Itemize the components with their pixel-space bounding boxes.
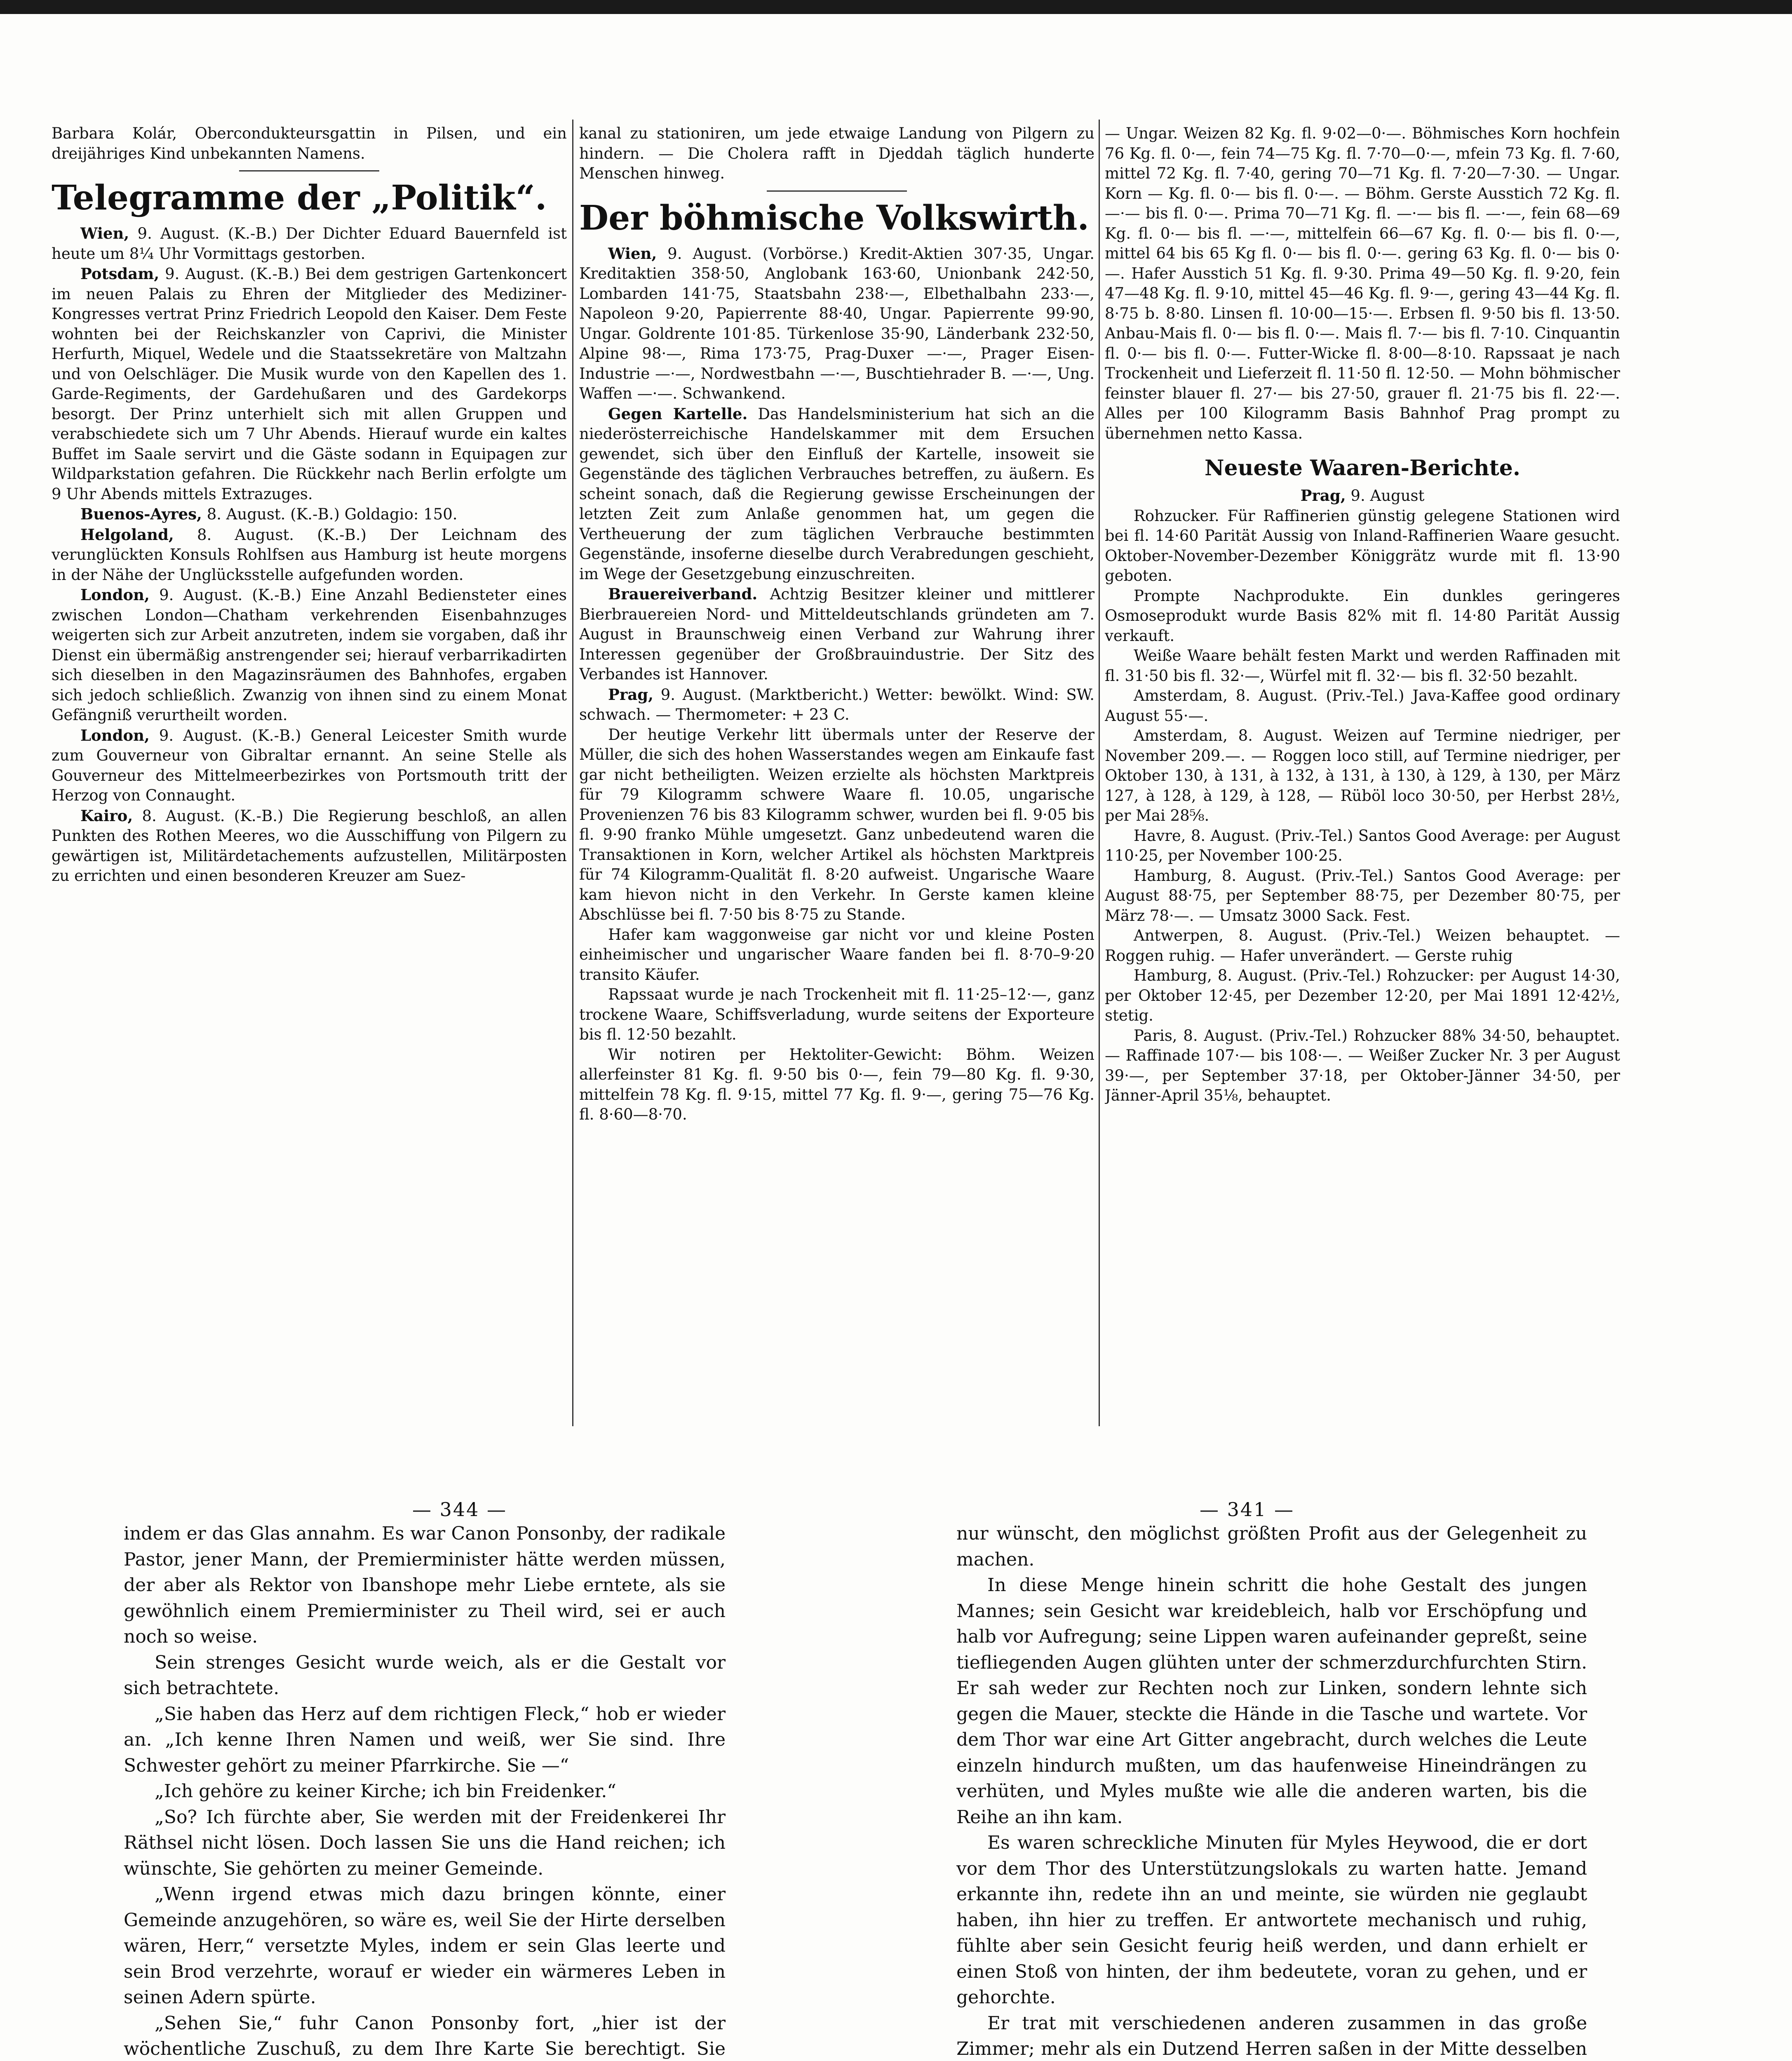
novel-paragraph: indem er das Glas annahm. Es war Canon Ponsonby, der radikale Pastor, jener Mann, der Premierminister hätte werden müssen, der aber als Rektor von Ibanshope mehr Liebe erntete, als sie gewöhnlich einem Premierminister zu Theil wird, sei er auch noch so weise. [124,1523,726,1647]
report-hamburg-zucker: Hamburg, 8. August. (Priv.-Tel.) Rohzucker: per August 14·30, per Oktober 12·45, per Dezember 12·20, per Mai 1891 12·42½, stetig. [1105,967,1620,1024]
novel-paragraph: Es waren schreckliche Minuten für Myles Heywood, die er dort vor dem Thor des Unterstützungslokals zu warten hatte. Jemand erkannte ihn, redete ihn an und meinte, sie würden nie geglaubt haben, ihn hier zu treffen. Er antwortete mechanisch und ruhig, fühlte aber sein Gesicht feurig heiß werden, und dann erhielt er einen Stoß von hinten, der ihm bedeutete, voran zu gehen, und er gehorchte. [956,1832,1587,2008]
article-kartelle [579,404,1094,584]
novel-paragraph: „So? Ich fürchte aber, Sie werden mit der Freidenkerei Ihr Räthsel nicht lösen. Doch lassen Sie uns die Hand reichen; ich wünschte, Sie gehörten zu meiner Gemeinde. [124,1806,726,1879]
article-wien [52,223,567,264]
article-hafer: Hafer kam waggonweise gar nicht vor und kleine Posten einheimischer und ungarischer Waare fanden bei fl. 8·70–9·20 transito Käufer. [579,925,1094,984]
headline-waarenberichte: Neueste Waaren-Berichte. [1205,455,1520,481]
dateline-city: Prag, [1300,486,1346,505]
report-havre: Havre, 8. August. (Priv.-Tel.) Santos Good Average: per August 110·25, per November 100·25. [1105,826,1620,864]
article-prag-markt [579,685,1094,725]
novel-paragraph: Er trat mit verschiedenen anderen zusammen in das große Zimmer; mehr als ein Dutzend Herren saßen in der Mitte desselben [956,2012,1587,2059]
headline-volkswirth: Der böhmische Volkswirth. [579,198,1089,238]
article-heading: Brauereiverband. [608,585,758,603]
column-rule [1099,120,1100,1426]
dateline-city: Kairo, [80,806,133,825]
dateline-city: Potsdam, [80,265,160,283]
dateline-city: Prag, [608,685,654,704]
dateline-prag [1105,486,1620,506]
report-paris: Paris, 8. August. (Priv.-Tel.) Rohzucker 88% 34·50, behauptet. — Raffinade 107·— bis 108·—. — Weißer Zucker Nr. 3 per August 39·—, per September 37·18, per Oktober-Jänner 34·50, per Jänner-April 35⅛, behauptet. [1105,1026,1620,1104]
dateline-city: London, [80,586,150,604]
article-london-2 [52,725,567,806]
article-buenos-ayres [52,504,567,525]
report-hamburg-santos: Hamburg, 8. August. (Priv.-Tel.) Santos Good Average: per August 88·75, per September 88·75, per Dezember 80·75, per März 78·—. — Umsatz 3000 Sack. Fest. [1105,866,1620,925]
article-text: Achtzig Besitzer kleiner und mittlerer Bierbrauereien Nord- und Mitteldeutschlands gründeten am 7. August in Braunschweig einen Verband zur Wahrung ihrer Interessen gegenüber der Großbrauindustrie. Der Sitz des Verbandes ist Hannover. [579,585,1094,683]
article-kairo [52,806,567,886]
novel-paragraph: „Ich gehöre zu keiner Kirche; ich bin Freidenker.“ [155,1781,616,1802]
novel-paragraph: „Sie haben das Herz auf dem richtigen Fleck,“ hob er wieder an. „Ich kenne Ihren Namen und weiß, wer Sie sind. Ihre Schwester gehört zu meiner Pfarrkirche. Sie —“ [124,1703,726,1776]
novel-paragraph: nur wünscht, den möglichst größten Profit aus der Gelegenheit zu machen. [956,1523,1587,1570]
article-brauereiverband [579,584,1094,685]
column-waarenberichte [1105,124,1620,1434]
article-verkehr: Der heutige Verkehr litt übermals unter der Reserve der Müller, die sich des hohen Wasserstandes wegen am Einkaufe fast gar nicht betheiligten. Weizen erzielte als höchsten Marktpreis für 79 Kilogramm schwere Waare fl. 10.05, ungarische Provenienzen 76 bis 83 Kilogramm schwer, wurden bei fl. 9·05 bis fl. 9·90 franko Mühle umgesetzt. Ganz unbedeutend waren die Transaktionen in Korn, welcher Artikel als höchsten Marktpreis für 74 Kilogramm-Qualität fl. 8·20 aufweist. Ungarische Waare kam hievon nicht in den Verkehr. In Gerste kamen kleine Abschlüsse bei fl. 7·50 bis 8·75 zu Stande. [579,725,1094,923]
article-notiren: Wir notiren per Hektoliter-Gewicht: Böhm. Weizen allerfeinster 81 Kg. fl. 9·50 bis 0·—, fein 79—80 Kg. fl. 9·30, mittelfein 78 Kg. fl. 9·15, mittel 77 Kg. fl. 9·—, gering 75—76 Kg. fl. 8·60—8·70. [579,1045,1094,1123]
article-helgoland [52,525,567,585]
article-text: 9. August. (K.-B.) Eine Anzahl Bediensteter eines zwischen London—Chatham verkehrenden Eisenbahnzuges weigerten sich zur Arbeit anzutreten, indem sie vorgaben, daß ihr Dienst ein übermäßig anstrengender sei; hierauf verbarrikadirten sich dieselben in den Magazinsräumen des Bahnhofes, ergaben sich jedoch schließlich. Zwanzig von ihnen sind zu einem Monat Gefängniß verurtheilt worden. [52,586,567,724]
article-text: 9. August. (K.-B.) Bei dem gestrigen Gartenkoncert im neuen Palais zu Ehren der Mitglieder des Mediziner-Kongresses vertrat Prinz Friedrich Leopold den Kaiser. Dem Feste wohnten bei der Reichskanzler von Caprivi, die Minister Herfurth, Miquel, Wedele und die Staatssekretäre von Maltzahn und von Oelschläger. Die Musik wurde von den Kapellen des 1. Garde-Regiments, der Gardehußaren und des Gardekorps besorgt. Der Prinz unterhielt sich mit allen Gruppen und verabschiedete sich um 7 Uhr Abends. Hierauf wurde ein kaltes Buffet im Saale servirt und die Gäste sodann in Equipagen zur Wildparkstation gefahren. Die Rückkehr nach Berlin erfolgte um 9 Uhr Abends mittels Extrazuges. [52,265,567,503]
dateline-city: Helgoland, [80,525,174,544]
article-text: 8. August. (K.-B.) Goldagio: 150. [207,505,458,523]
report-rohzucker: Rohzucker. Für Raffinerien günstig gelegene Stationen wird bei fl. 14·60 Parität Aussig von Inland-Raffinerien Waare gesucht. Oktober-November-Dezember Königgrätz wurde mit fl. 13·90 geboten. [1105,507,1620,584]
article-potsdam [52,264,567,504]
headline-telegramme: Telegramme der „Politik“. [52,178,547,218]
novel-paragraph: „Wenn irgend etwas mich dazu bringen könnte, einer Gemeinde anzugehören, so wäre es, weil Sie der Hirte derselben wären, Herr,“ versetzte Myles, indem er sein Glas leerte und sein Brod verzehrte, worauf er wieder ein wärmeres Leben in seinen Adern spürte. [124,1884,726,2008]
novel-paragraph: In diese Menge hinein schritt die hohe Gestalt des jungen Mannes; sein Gesicht war kreidebleich, halb vor Erschöpfung und halb vor Aufregung; seine Lippen waren aufeinander gepreßt, seine tiefliegenden Augen glühten unter der schmerzdurchfurchten Stirn. Er sah weder zur Rechten noch zur Linken, sondern lehnte sich gegen die Mauer, steckte die Hände in die Tasche und wartete. Vor dem Thor war eine Art Gitter angebracht, durch welches die Leute einzeln hindurch mußten, um das haufenweise Hineindrängen zu verhüten, und Myles mußte wie alle die anderen warten, bis die Reihe an ihn kam. [956,1575,1587,1828]
dateline-city: Wien, [608,244,657,263]
dateline-date: 9. August [1350,487,1425,505]
article-text: 8. August. (K.-B.) Die Regierung beschloß, an allen Punkten des Rothen Meeres, wo die Ausschiffung von Pilgern zu gewärtigen ist, Militärdetachements aufzustellen, Militärposten zu errichten und einen besonderen Kreuzer am Suez- [52,807,567,885]
scan-top-border [0,0,1792,14]
article-text: 8. August. (K.-B.) Der Leichnam des verunglückten Konsuls Rohlfsen aus Hamburg ist heute morgens in der Nähe der Unglücksstelle aufgefunden worden. [52,526,567,584]
article-rapssaat: Rapssaat wurde je nach Trockenheit mit fl. 11·25–12·—, ganz trockene Waare, Schiffsverladung, wurde seitens der Exporteure bis fl. 12·50 bezahlt. [579,986,1094,1043]
article-text: 9. August. (K.-B.) Der Dichter Eduard Bauernfeld ist heute um 8¼ Uhr Vormittags gestorben. [52,225,567,263]
article-text: 9. August. (Vorbörse.) Kredit-Aktien 307·35, Ungar. Kreditaktien 358·50, Anglobank 163·60, Unionbank 242·50, Lombarden 141·75, Staatsbahn 238·—, Elbethalbahn 233·—, Napoleon 9·20, Papierrente 88·40, Ungar. Papierrente 99·90, Ungar. Goldrente 101·85. Türkenlose 35·90, Länderbank 232·50, Alpine 98·—, Rima 173·75, Prag-Duxer —·—, Prager Eisen-Industrie —·—, Nordwestbahn —·—, Buschtiehrader B. —·—, Ung. Waffen —·—. Schwankend. [579,244,1094,402]
report-nachprodukte: Prompte Nachprodukte. Ein dunkles geringeres Osmoseprodukt wurde Basis 82% mit fl. 14·80 Parität Aussig verkauft. [1105,587,1620,645]
article-heading: Gegen Kartelle. [608,404,748,423]
cholera-continuation: kanal zu stationiren, um jede etwaige Landung von Pilgern zu hindern. — Die Cholera rafft in Djeddah täglich hunderte Menschen hinweg. [579,124,1094,182]
article-text: Das Handelsministerium hat sich an die niederösterreichische Handelskammer mit dem Ersuchen gewendet, sich über den Einfluß der Kartelle, insoweit sie Gegenstände des täglichen Verbrauches betreffen, zu äußern. Es scheint sonach, daß die Regierung gewisse Erscheinungen der letzten Zeit zum Anlaße genommen hat, um gegen die Vertheuerung der zum täglichen Verbrauche bestimmten Gegenstände, insoferne dieselbe durch Verabredungen geschieht, im Wege der Gesetzgebung einzuschreiten. [579,405,1094,583]
divider [767,190,907,192]
divider [239,170,379,171]
report-amsterdam-weizen: Amsterdam, 8. August. Weizen auf Termine niedriger, per November 209.—. — Roggen loco still, auf Termine niedriger, per Oktober 130, à 131, à 132, à 131, à 130, à 129, à 130, per März 127, à 128, à 129, à 128, — Rüböl loco 30·50, per Herbst 28½, per Mai 28⅝. [1105,727,1620,824]
report-weisse-waare: Weiße Waare behält festen Markt und werden Raffinaden mit fl. 31·50 bis fl. 32·—, Würfel mit fl. 32·— bis fl. 32·50 bezahlt. [1105,647,1620,685]
page-number-left: — 344 — [412,1498,507,1521]
column-volkswirth [579,124,1094,1434]
novel-paragraph: Sein strenges Gesicht wurde weich, als er die Gestalt vor sich betrachtete. [124,1652,726,1699]
report-amsterdam-kaffee: Amsterdam, 8. August. (Priv.-Tel.) Java-Kaffee good ordinary August 55·—. [1105,687,1620,725]
novel-paragraph: „Sehen Sie,“ fuhr Canon Ponsonby fort, „hier ist der wöchentliche Zuschuß, zu dem Ihre Karte Sie berechtigt. Sie [124,2012,726,2059]
novel-page-right [956,1521,1587,2061]
dateline-city: London, [80,726,150,744]
dateline-city: Buenos-Ayres, [80,505,202,523]
article-text: 9. August. (K.-B.) General Leicester Smith wurde zum Gouverneur von Gibraltar ernannt. An seine Stelle als Gouverneur des Mittelmeerbezirkes von Portsmouth tritt der Herzog von Connaught. [52,726,567,804]
page-number-right: — 341 — [1200,1498,1295,1521]
dateline-city: Wien, [80,224,129,242]
prices-continuation: — Ungar. Weizen 82 Kg. fl. 9·02—0·—. Böhmisches Korn hochfein 76 Kg. fl. 0·—, fein 74—75 Kg. fl. 7·70—0·—, mfein 73 Kg. fl. 7·60, mittel 72 Kg. fl. 7·40, gering 70—71 Kg. fl. 7·20—7·30. — Ungar. Korn — Kg. fl. 0·— bis fl. 0·—. — Böhm. Gerste Ausstich 72 Kg. fl. —·— bis fl. 0·—. Prima 70—71 Kg. fl. —·— bis fl. —·—, fein 68—69 Kg. fl. 0·— bis fl. —·—, mittelfein 66—67 Kg. fl. 0·— bis fl. 0·—, mittel 64 bis 65 Kg fl. 0·— bis fl. 0·—. gering 63 Kg. fl. 0·— bis 0·—. Hafer Ausstich 51 Kg. fl. 9·30. Prima 49—50 Kg. fl. 9·20, fein 47—48 Kg. fl. 9·10, mittel 45—46 Kg. fl. 9·—, gering 43—44 Kg. fl. 8·75 b. 8·80. Linsen fl. 10·00—15·—. Erbsen fl. 9·50 bis fl. 13·50. Anbau-Mais fl. 0·— bis fl. 0·—. Mais fl. 7·— bis fl. 7·10. Cinquantin fl. 0·— bis fl. 0·—. Futter-Wicke fl. 8·00—8·10. Rapssaat je nach Trockenheit und Lieferzeit fl. 11·50 fl. 12·50. — Mohn böhmischer feinster blauer fl. 27·— bis 27·50, grauer fl. 21·75 bis fl. 22·—. Alles per 100 Kilogramm Basis Bahnhof Prag prompt zu übernehmen netto Kassa. [1105,124,1620,442]
column-rule [572,120,573,1426]
intro-text: Barbara Kolár, Obercondukteursgattin in Pilsen, und ein dreijähriges Kind unbekannten Namens. [52,124,567,162]
column-telegrams [52,124,567,1434]
report-antwerpen: Antwerpen, 8. August. (Priv.-Tel.) Weizen behauptet. — Roggen ruhig. — Hafer unverändert. — Gerste ruhig [1105,927,1620,965]
article-vorboerse [579,244,1094,404]
novel-page-left [124,1521,726,2061]
article-london-1 [52,585,567,725]
article-text: 9. August. (Marktbericht.) Wetter: bewölkt. Wind: SW. schwach. — Thermometer: + 23 C. [579,685,1094,723]
